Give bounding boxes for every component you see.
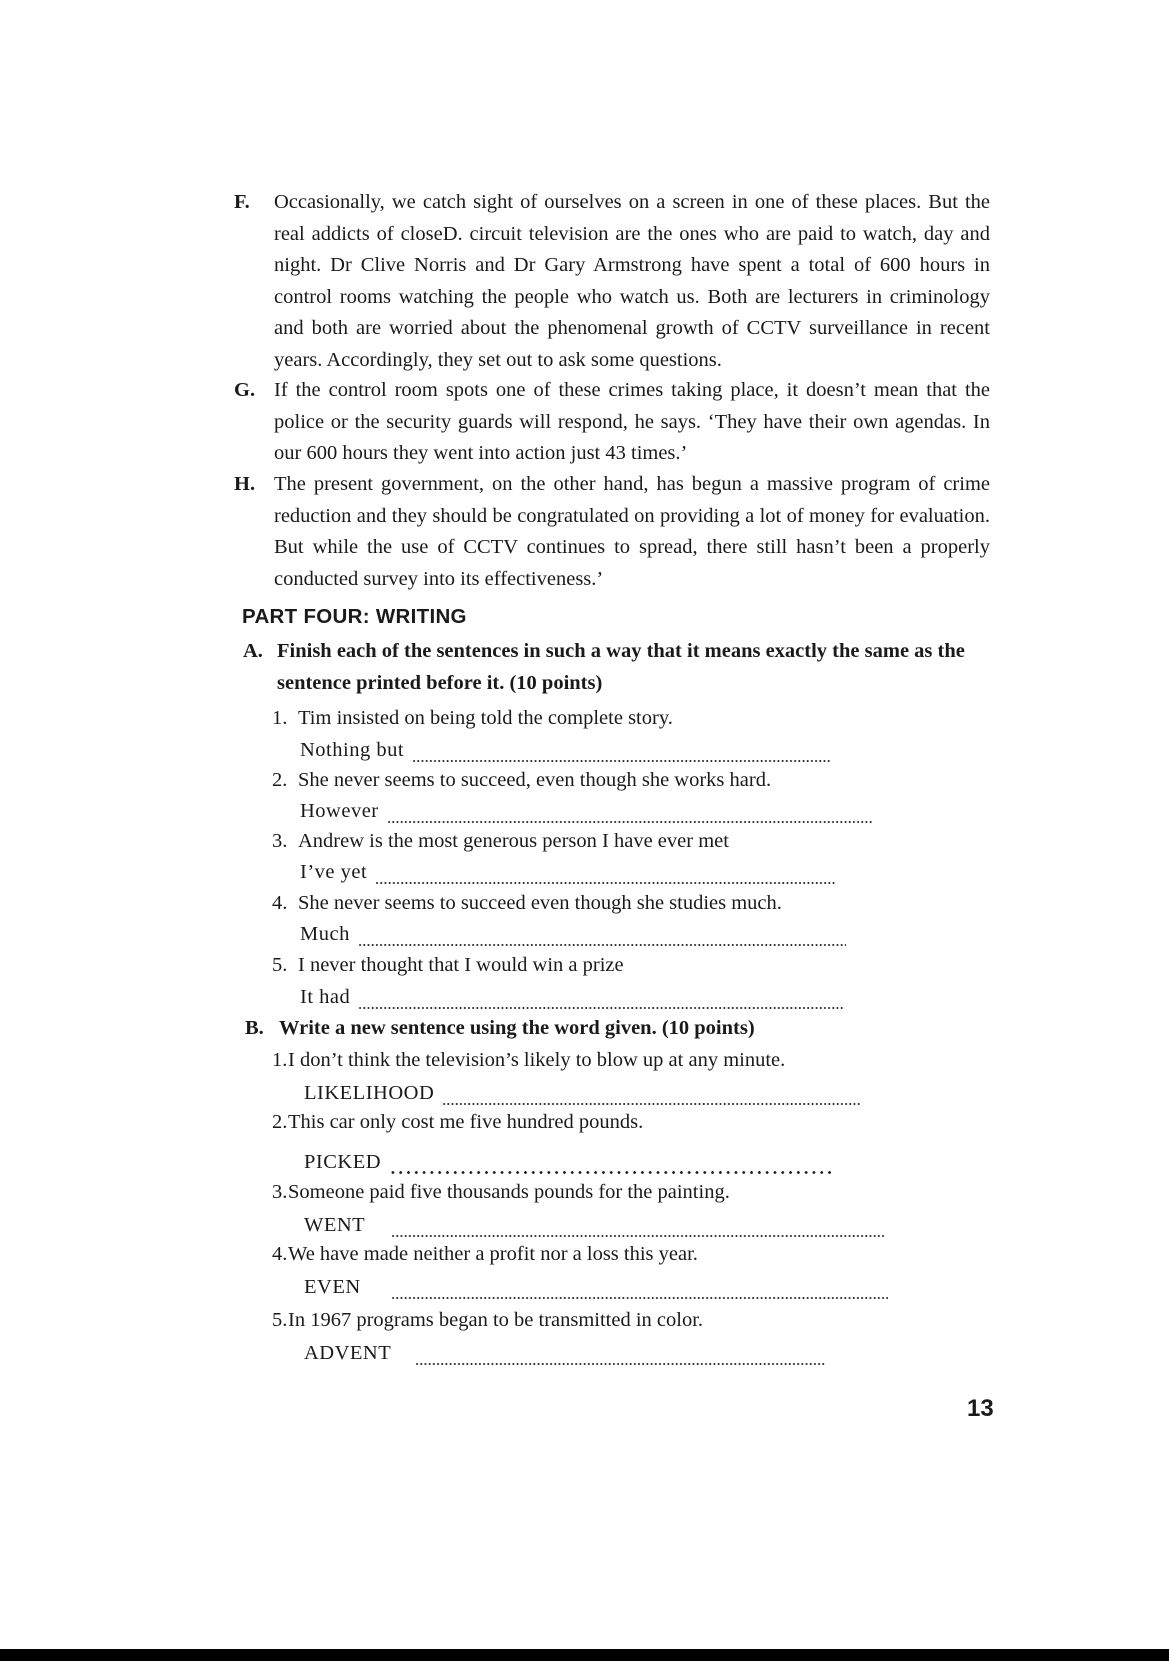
- item-number: 2.: [272, 1111, 288, 1133]
- part-b-instruction: [245, 1013, 993, 1045]
- paragraph-letter: G.: [234, 379, 256, 401]
- answer-line[interactable]: [391, 1219, 886, 1239]
- answer-line[interactable]: [412, 744, 831, 764]
- answer-line[interactable]: [358, 991, 845, 1011]
- item-number: 3.: [272, 830, 288, 852]
- part-b-item-4: [272, 1240, 698, 1268]
- paragraph-f: [234, 187, 990, 376]
- item-sentence: I don’t think the television’s likely to blow up at any minute.: [288, 1049, 786, 1071]
- answer-line[interactable]: [387, 805, 873, 825]
- part-letter: B.: [245, 1017, 264, 1039]
- item-sentence: Someone paid five thousands pounds for the painting.: [288, 1181, 730, 1203]
- item-sentence: She never seems to succeed even though she studies much.: [298, 892, 782, 914]
- paragraph-text: The present government, on the other hand, has begun a massive program of crime reduction and they should be congratulated on providing a lot of money for evaluation. But while the use of CCTV continues to spread, there still hasn’t been a properly conducted survey into its effectiveness.’: [274, 473, 990, 590]
- answer-prompt: However: [300, 800, 379, 822]
- item-number: 1.: [272, 707, 288, 729]
- item-number: 5.: [272, 1309, 288, 1331]
- item-number: 1.: [272, 1049, 288, 1071]
- item-number: 4.: [272, 892, 288, 914]
- part-b-item-2: [272, 1108, 643, 1136]
- answer-keyword: EVEN: [304, 1276, 361, 1298]
- page-number: 13: [967, 1395, 994, 1422]
- part-a-answer-1[interactable]: [300, 736, 831, 764]
- answer-line[interactable]: [442, 1087, 860, 1107]
- paragraph-h: [234, 469, 990, 595]
- item-sentence: In 1967 programs began to be transmitted in color.: [288, 1309, 704, 1331]
- item-sentence: This car only cost me five hundred pounds.: [288, 1111, 644, 1133]
- item-sentence: She never seems to succeed, even though she works hard.: [298, 769, 772, 791]
- instruction-text: Finish each of the sentences in such a way that it means exactly the same as the sentence printed before it. (10 points): [277, 640, 965, 694]
- paragraph-g: [234, 375, 990, 470]
- answer-line[interactable]: [358, 928, 846, 948]
- answer-prompt: Nothing but: [300, 739, 405, 761]
- paragraph-letter: H.: [234, 473, 256, 495]
- item-sentence: We have made neither a profit nor a loss this year.: [288, 1243, 698, 1265]
- answer-line[interactable]: [415, 1347, 825, 1367]
- part-b-answer-5[interactable]: [304, 1339, 825, 1367]
- item-number: 5.: [272, 954, 288, 976]
- part-b-item-3: [272, 1178, 730, 1206]
- part-a-item-4: [272, 889, 782, 917]
- item-sentence: Andrew is the most generous person I have ever met: [298, 830, 729, 852]
- answer-line[interactable]: [375, 866, 835, 886]
- answer-keyword: ADVENT: [304, 1342, 392, 1364]
- part-b-answer-3[interactable]: [304, 1211, 886, 1239]
- scan-bottom-edge: [0, 1649, 1169, 1661]
- part-b-answer-2[interactable]: [304, 1148, 833, 1176]
- answer-line[interactable]: [391, 1281, 888, 1301]
- part-a-item-5: [272, 951, 624, 979]
- answer-line[interactable]: [389, 1156, 833, 1176]
- part-a-answer-3[interactable]: [300, 858, 835, 886]
- part-a-answer-5[interactable]: [300, 983, 845, 1011]
- part-b-item-1: [272, 1046, 785, 1074]
- item-number: 4.: [272, 1243, 288, 1265]
- part-a-answer-2[interactable]: [300, 797, 873, 825]
- item-sentence: I never thought that I would win a prize: [298, 954, 624, 976]
- answer-prompt: I’ve yet: [300, 861, 368, 883]
- answer-keyword: PICKED: [304, 1151, 382, 1173]
- part-letter: A.: [243, 640, 263, 662]
- item-sentence: Tim insisted on being told the complete story.: [298, 707, 673, 729]
- part-a-item-2: [272, 766, 771, 794]
- answer-keyword: WENT: [304, 1214, 366, 1236]
- part-b-item-5: [272, 1306, 703, 1334]
- part-a-item-1: [272, 704, 673, 732]
- paragraph-text: Occasionally, we catch sight of ourselves on a screen in one of these places. But the real addicts of closeD. circuit television are the ones who are paid to watch, day and night. Dr Clive Norris and Dr Gary Armstrong have spent a total of 600 hours in control rooms watching the people who watch us. Both are lecturers in criminology and both are worried about the phenomenal growth of CCTV surveillance in recent years. Accordingly, they set out to ask some questions.: [274, 191, 990, 371]
- section-heading: PART FOUR: WRITING: [242, 605, 467, 628]
- part-a-item-3: [272, 827, 729, 855]
- part-b-answer-4[interactable]: [304, 1273, 888, 1301]
- answer-keyword: LIKELIHOOD: [304, 1082, 435, 1104]
- item-number: 2.: [272, 769, 288, 791]
- paragraph-letter: F.: [234, 191, 250, 213]
- instruction-text: Write a new sentence using the word given. (10 points): [279, 1017, 755, 1039]
- answer-prompt: Much: [300, 923, 350, 945]
- part-a-answer-4[interactable]: [300, 920, 846, 948]
- answer-prompt: It had: [300, 986, 351, 1008]
- part-b-answer-1[interactable]: [304, 1079, 860, 1107]
- part-a-instruction: [243, 636, 991, 699]
- item-number: 3.: [272, 1181, 288, 1203]
- paragraph-text: If the control room spots one of these crimes taking place, it doesn’t mean that the police or the security guards will respond, he says. ‘They have their own agendas. In our 600 hours they went into action just 43 times.’: [274, 379, 990, 464]
